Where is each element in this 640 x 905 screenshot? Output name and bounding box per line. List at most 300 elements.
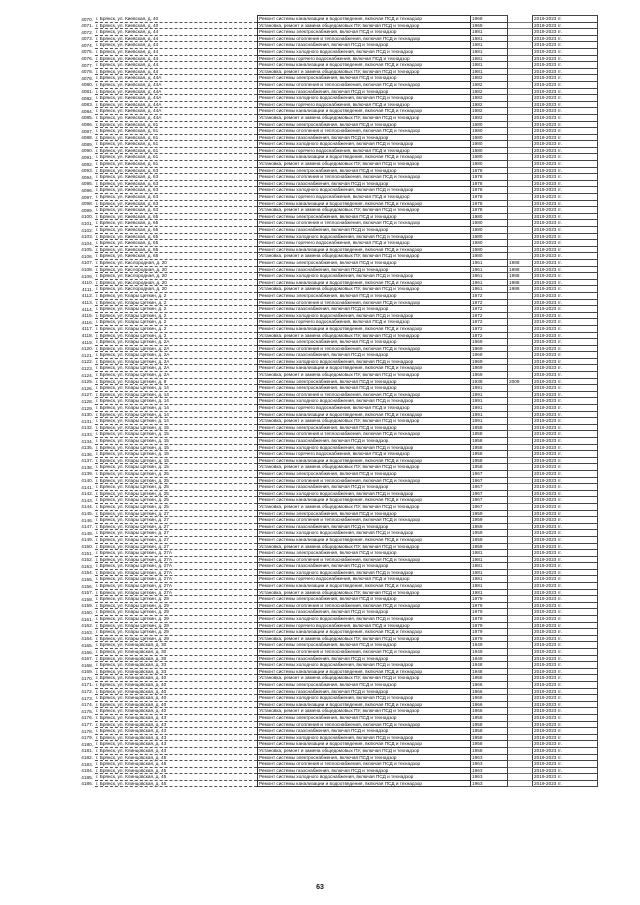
row-number: 4083. (81, 102, 93, 108)
table-row (74, 569, 598, 576)
address-cell: г. Брянск, ул. Киевская, д. 65 (95, 227, 258, 234)
address-cell: г. Брянск, ул. Киевская, д. 65 (95, 233, 258, 240)
work-type-cell: Ремонт системы электроснабжения, включая ПСД и технадзор (258, 29, 471, 36)
table-row (74, 319, 598, 326)
address-cell: г. Брянск, ул. Клары Цеткин, д. 25 (95, 503, 258, 510)
period-cell: 2019-2023 гг. (533, 510, 598, 517)
work-type-cell: Ремонт системы отопления и теплоснабжения, включая ПСД и технадзор (258, 220, 471, 227)
period-cell: 2019-2023 гг. (533, 405, 598, 412)
period-cell: 2019-2023 гг. (533, 266, 598, 273)
year-cell: 1981 (471, 55, 508, 62)
year-cell: 1981 (471, 35, 508, 42)
year-cell: 1967 (471, 503, 508, 510)
year-cell: 1980 (471, 154, 508, 161)
address-cell: г. Брянск, ул. Клары Цеткин, д. 15 (95, 457, 258, 464)
period-cell: 2019-2023 гг. (533, 563, 598, 570)
period-cell: 2019-2023 гг. (533, 741, 598, 748)
year-renovated-cell (508, 695, 533, 702)
address-cell: г. Брянск, ул. Клары Цеткин, д. 25 (95, 477, 258, 484)
year-cell: 1938 (471, 378, 508, 385)
year-cell: 1979 (471, 629, 508, 636)
year-cell: 1963 (471, 780, 508, 787)
table-row (74, 398, 598, 405)
year-renovated-cell (508, 174, 533, 181)
address-cell: г. Брянск, ул. Киевская, д. 44А (95, 81, 258, 88)
year-renovated-cell: 1988 (508, 266, 533, 273)
table-row (74, 299, 598, 306)
table-row (74, 695, 598, 702)
period-cell: 2019-2023 гг. (533, 536, 598, 543)
work-type-cell: Ремонт системы горячего водоснабжения, включая ПСД и технадзор (258, 194, 471, 201)
table-row (74, 616, 598, 623)
address-cell: г. Брянск, ул. Клары Цеткин, д. 29 (95, 602, 258, 609)
address-cell: г. Брянск, ул. Киевская, д. 61 (95, 161, 258, 168)
table-row (74, 444, 598, 451)
year-renovated-cell (508, 728, 533, 735)
table-row (74, 418, 598, 425)
work-type-cell: Установка, ремонт и замена общедомовых ПУ, включая ПСД и технадзор (258, 543, 471, 550)
address-cell: г. Брянск, ул. Киевская, д. 44 (95, 55, 258, 62)
row-number: 4117. (81, 326, 93, 332)
address-cell: г. Брянск, ул. Киевская, д. 44 (95, 35, 258, 42)
year-renovated-cell (508, 780, 533, 787)
address-cell: г. Брянск, ул. Клары Цеткин, д. 27А (95, 550, 258, 557)
period-cell: 2019-2023 гг. (533, 602, 598, 609)
row-number: 4071. (81, 23, 93, 29)
year-cell: 1980 (471, 233, 508, 240)
row-number: 4150. (81, 544, 93, 549)
table-row (74, 609, 598, 616)
year-cell: 1948 (471, 662, 508, 669)
address-cell: г. Брянск, ул. Клинцовская, д. 30 (95, 649, 258, 656)
work-type-cell: Установка, ремонт и замена общедомовых ПУ, включая ПСД и технадзор (258, 675, 471, 682)
work-type-cell: Ремонт системы электроснабжения, включая ПСД и технадзор (258, 213, 471, 220)
work-type-cell: Ремонт системы электроснабжения, включая ПСД и технадзор (258, 550, 471, 557)
period-cell: 2019-2023 гг. (533, 576, 598, 583)
period-cell: 2019-2023 гг. (533, 154, 598, 161)
address-cell: г. Брянск, ул. Киевская, д. 63 (95, 194, 258, 201)
row-number: 4146. (81, 517, 93, 523)
year-renovated-cell (508, 576, 533, 583)
address-cell: г. Брянск, ул. Киевская, д. 61 (95, 154, 258, 161)
row-number: 4076. (81, 56, 93, 62)
work-type-cell: Ремонт системы отопления и теплоснабжения, включая ПСД и технадзор (258, 721, 471, 728)
row-number: 4161. (81, 616, 93, 622)
table-row (74, 688, 598, 695)
year-renovated-cell (508, 147, 533, 154)
row-number: 4180. (81, 741, 93, 747)
period-cell: 2019-2023 гг. (533, 101, 598, 108)
address-cell: г. Брянск, ул. Клары Цеткин, д. 2 (95, 312, 258, 319)
period-cell: 2019-2023 гг. (533, 365, 598, 372)
address-cell: г. Брянск, ул. Кислородная, д. 20 (95, 279, 258, 286)
row-number: 4134. (81, 438, 93, 444)
table-row (74, 266, 598, 273)
work-type-cell: Установка, ремонт и замена общедомовых ПУ, включая ПСД и технадзор (258, 503, 471, 510)
table-row (74, 240, 598, 247)
row-number: 4085. (81, 115, 93, 121)
year-renovated-cell (508, 299, 533, 306)
period-cell: 2019-2023 гг. (533, 609, 598, 616)
period-cell: 2019-2023 гг. (533, 701, 598, 708)
row-number: 4182. (81, 755, 93, 760)
period-cell: 2019-2023 гг. (533, 668, 598, 675)
year-cell: 1961 (471, 286, 508, 293)
year-cell: 1966 (471, 675, 508, 682)
year-cell: 1959 (471, 530, 508, 537)
table-row (74, 457, 598, 464)
work-type-cell: Ремонт системы электроснабжения, включая ПСД и технадзор (258, 385, 471, 392)
row-number: 4160. (81, 609, 93, 615)
work-type-cell: Установка, ремонт и замена общедомовых ПУ, включая ПСД и технадзор (258, 332, 471, 339)
address-cell: г. Брянск, ул. Клары Цеткин, д. 8 (95, 378, 258, 385)
period-cell: 2019-2023 гг. (533, 642, 598, 649)
address-cell: г. Брянск, ул. Клары Цеткин, д. 27 (95, 530, 258, 537)
address-cell: г. Брянск, ул. Клары Цеткин, д. 14 (95, 411, 258, 418)
year-cell: 1958 (471, 451, 508, 458)
row-number: 4139. (81, 471, 93, 477)
row-number: 4114. (81, 306, 93, 312)
row-number: 4112. (81, 293, 93, 299)
period-cell: 2019-2023 гг. (533, 147, 598, 154)
row-number: 4155. (81, 576, 93, 582)
work-type-cell: Ремонт системы горячего водоснабжения, включая ПСД и технадзор (258, 55, 471, 62)
year-cell: 1958 (471, 728, 508, 735)
row-number: 4127. (81, 392, 93, 398)
repair-schedule-table (74, 15, 598, 787)
year-renovated-cell (508, 194, 533, 201)
period-cell: 2019-2023 гг. (533, 411, 598, 418)
year-cell: 1961 (471, 273, 508, 280)
year-cell: 1959 (471, 543, 508, 550)
address-cell: г. Брянск, ул. Клинцовская, д. 40 (95, 701, 258, 708)
table-row (74, 411, 598, 418)
period-cell: 2019-2023 гг. (533, 385, 598, 392)
row-number: 4091. (81, 154, 93, 160)
work-type-cell: Ремонт системы отопления и теплоснабжения, включая ПСД и технадзор (258, 391, 471, 398)
table-row (74, 721, 598, 728)
work-type-cell: Установка, ремонт и замена общедомовых ПУ, включая ПСД и технадзор (258, 589, 471, 596)
table-row (74, 233, 598, 240)
address-cell: г. Брянск, ул. Клары Цеткин, д. 15 (95, 431, 258, 438)
table-row (74, 200, 598, 207)
year-renovated-cell (508, 424, 533, 431)
table-row (74, 530, 598, 537)
period-cell: 2019-2023 гг. (533, 391, 598, 398)
address-cell: г. Брянск, ул. Киевская, д. 44А (95, 101, 258, 108)
year-cell: 1991 (471, 418, 508, 425)
address-cell: г. Брянск, ул. Клинцовская, д. 45 (95, 754, 258, 761)
year-renovated-cell (508, 22, 533, 29)
work-type-cell: Ремонт системы электроснабжения, включая ПСД и технадзор (258, 167, 471, 174)
period-cell: 2019-2023 гг. (533, 29, 598, 36)
address-cell: г. Брянск, ул. Клары Цеткин, д. 27А (95, 569, 258, 576)
year-renovated-cell (508, 767, 533, 774)
year-renovated-cell (508, 358, 533, 365)
year-renovated-cell (508, 510, 533, 517)
period-cell: 2019-2023 гг. (533, 497, 598, 504)
address-cell: г. Брянск, ул. Клары Цеткин, д. 27А (95, 556, 258, 563)
work-type-cell: Ремонт системы горячего водоснабжения, включая ПСД и технадзор (258, 405, 471, 412)
period-cell: 2019-2023 гг. (533, 424, 598, 431)
year-renovated-cell (508, 589, 533, 596)
work-type-cell: Ремонт системы холодного водоснабжения, включая ПСД и технадзор (258, 233, 471, 240)
address-cell: г. Брянск, ул. Киевская, д. 44 (95, 68, 258, 75)
work-type-cell: Ремонт системы канализации и водоотведения, включая ПСД и технадзор (258, 497, 471, 504)
work-type-cell: Ремонт системы отопления и теплоснабжения, включая ПСД и технадзор (258, 128, 471, 135)
work-type-cell: Ремонт системы электроснабжения, включая ПСД и технадзор (258, 424, 471, 431)
period-cell: 2019-2023 гг. (533, 418, 598, 425)
period-cell: 2019-2023 гг. (533, 490, 598, 497)
year-cell: 1979 (471, 635, 508, 642)
year-renovated-cell (508, 352, 533, 359)
address-cell: г. Брянск, ул. Клары Цеткин, д. 29 (95, 629, 258, 636)
year-cell: 1982 (471, 101, 508, 108)
year-renovated-cell (508, 128, 533, 135)
year-cell: 1980 (471, 227, 508, 234)
period-cell: 2019-2023 гг. (533, 662, 598, 669)
table-row (74, 642, 598, 649)
table-row (74, 655, 598, 662)
work-type-cell: Ремонт системы холодного водоснабжения, включая ПСД и технадзор (258, 734, 471, 741)
table-row (74, 220, 598, 227)
year-cell: 1967 (471, 470, 508, 477)
row-number: 4159. (81, 603, 93, 609)
year-cell: 1958 (471, 424, 508, 431)
work-type-cell: Ремонт системы отопления и теплоснабжения, включая ПСД и технадзор (258, 174, 471, 181)
period-cell: 2019-2023 гг. (533, 108, 598, 115)
row-number: 4107. (81, 260, 93, 266)
table-row (74, 503, 598, 510)
address-cell: г. Брянск, ул. Клары Цеткин, д. 27А (95, 589, 258, 596)
period-cell: 2019-2023 гг. (533, 774, 598, 781)
row-number: 4113. (81, 300, 93, 306)
table-row (74, 596, 598, 603)
period-cell: 2019-2023 гг. (533, 220, 598, 227)
address-cell: г. Брянск, ул. Киевская, д. 44А (95, 75, 258, 82)
table-row (74, 88, 598, 95)
period-cell: 2019-2023 гг. (533, 253, 598, 260)
row-number: 4121. (81, 352, 93, 358)
period-cell: 2019-2023 гг. (533, 761, 598, 768)
year-cell: 1963 (471, 767, 508, 774)
row-number: 4081. (81, 89, 93, 95)
work-type-cell: Ремонт системы холодного водоснабжения, включая ПСД и технадзор (258, 48, 471, 55)
year-cell: 1958 (471, 444, 508, 451)
year-cell: 1948 (471, 668, 508, 675)
year-cell: 1949 (471, 649, 508, 656)
table-row (74, 279, 598, 286)
year-cell: 1981 (471, 583, 508, 590)
year-cell: 1979 (471, 622, 508, 629)
year-cell: 1958 (471, 721, 508, 728)
row-number: 4078. (81, 69, 93, 75)
year-renovated-cell (508, 543, 533, 550)
row-number: 4184. (81, 768, 93, 774)
address-cell: г. Брянск, ул. Клары Цеткин, д. 29 (95, 609, 258, 616)
row-number: 4172. (81, 689, 93, 695)
work-type-cell: Ремонт системы канализации и водоотведения, включая ПСД и технадзор (258, 629, 471, 636)
row-number: 4176. (81, 715, 93, 721)
period-cell: 2019-2023 гг. (533, 543, 598, 550)
period-cell: 2019-2023 гг. (533, 75, 598, 82)
work-type-cell: Ремонт системы отопления и теплоснабжения, включая ПСД и технадзор (258, 649, 471, 656)
year-cell: 1978 (471, 187, 508, 194)
period-cell: 2019-2023 гг. (533, 695, 598, 702)
year-renovated-cell (508, 220, 533, 227)
table-row (74, 161, 598, 168)
work-type-cell: Ремонт системы отопления и теплоснабжения, включая ПСД и технадзор (258, 345, 471, 352)
period-cell: 2019-2023 гг. (533, 42, 598, 49)
work-type-cell: Ремонт системы канализации и водоотведения, включая ПСД и технадзор (258, 668, 471, 675)
address-cell: г. Брянск, ул. Киевская, д. 65 (95, 246, 258, 253)
table-row (74, 543, 598, 550)
row-number: 4141. (81, 484, 93, 490)
year-renovated-cell (508, 227, 533, 234)
address-cell: г. Брянск, ул. Клары Цеткин, д. 27А (95, 583, 258, 590)
period-cell: 2019-2023 гг. (533, 121, 598, 128)
work-type-cell: Ремонт системы холодного водоснабжения, включая ПСД и технадзор (258, 141, 471, 148)
work-type-cell: Ремонт системы канализации и водоотведения, включая ПСД и технадзор (258, 365, 471, 372)
table-row (74, 95, 598, 102)
address-cell: г. Брянск, ул. Киевская, д. 44 (95, 29, 258, 36)
year-cell: 1967 (471, 484, 508, 491)
work-type-cell: Установка, ремонт и замена общедомовых ПУ, включая ПСД и технадзор (258, 68, 471, 75)
row-number: 4100. (81, 214, 93, 220)
year-renovated-cell (508, 741, 533, 748)
year-renovated-cell (508, 714, 533, 721)
table-row (74, 352, 598, 359)
address-cell: г. Брянск, ул. Клары Цеткин, д. 15 (95, 444, 258, 451)
row-number: 4109. (81, 273, 93, 279)
year-cell: 1978 (471, 174, 508, 181)
table-row (74, 451, 598, 458)
year-cell: 1978 (471, 200, 508, 207)
work-type-cell: Ремонт системы газоснабжения, включая ПСД и технадзор (258, 728, 471, 735)
year-cell: 1958 (471, 464, 508, 471)
year-renovated-cell (508, 154, 533, 161)
year-cell: 1981 (471, 576, 508, 583)
address-cell: г. Брянск, ул. Клары Цеткин, д. 2А (95, 358, 258, 365)
period-cell: 2019-2023 гг. (533, 358, 598, 365)
table-row (74, 332, 598, 339)
year-cell: 1972 (471, 332, 508, 339)
address-cell: г. Брянск, ул. Клары Цеткин, д. 14 (95, 391, 258, 398)
table-row (74, 207, 598, 214)
row-number: 4186. (81, 781, 93, 787)
work-type-cell: Установка, ремонт и замена общедомовых ПУ, включая ПСД и технадзор (258, 207, 471, 214)
address-cell: г. Брянск, ул. Киевская, д. 63 (95, 207, 258, 214)
year-renovated-cell (508, 747, 533, 754)
year-renovated-cell: 1988 (508, 273, 533, 280)
year-cell: 1981 (471, 563, 508, 570)
work-type-cell: Ремонт системы отопления и теплоснабжения, включая ПСД и технадзор (258, 602, 471, 609)
address-cell: г. Брянск, ул. Киевская, д. 65 (95, 213, 258, 220)
table-row (74, 42, 598, 49)
year-cell: 1978 (471, 194, 508, 201)
period-cell: 2019-2023 гг. (533, 451, 598, 458)
year-cell: 1972 (471, 306, 508, 313)
year-cell: 1969 (471, 372, 508, 379)
year-cell: 1982 (471, 88, 508, 95)
period-cell: 2019-2023 гг. (533, 398, 598, 405)
row-number: 4149. (81, 537, 93, 543)
period-cell: 2019-2023 гг. (533, 35, 598, 42)
period-cell: 2019-2023 гг. (533, 279, 598, 286)
row-number: 4137. (81, 458, 93, 464)
address-cell: г. Брянск, ул. Киевская, д. 40 (95, 22, 258, 29)
year-cell: 1966 (471, 701, 508, 708)
period-cell: 2019-2023 гг. (533, 734, 598, 741)
work-type-cell: Ремонт системы горячего водоснабжения, включая ПСД и технадзор (258, 451, 471, 458)
table-row (74, 629, 598, 636)
year-renovated-cell (508, 292, 533, 299)
row-number: 4122. (81, 359, 93, 365)
year-cell: 1963 (471, 774, 508, 781)
year-renovated-cell: 1988 (508, 286, 533, 293)
year-renovated-cell (508, 536, 533, 543)
year-renovated-cell (508, 635, 533, 642)
year-cell: 1959 (471, 517, 508, 524)
address-cell: г. Брянск, ул. Клары Цеткин, д. 2А (95, 352, 258, 359)
work-type-cell: Ремонт системы холодного водоснабжения, включая ПСД и технадзор (258, 358, 471, 365)
address-cell: г. Брянск, ул. Клары Цеткин, д. 14 (95, 398, 258, 405)
work-type-cell: Ремонт системы отопления и теплоснабжения, включая ПСД и технадзор (258, 81, 471, 88)
period-cell: 2019-2023 гг. (533, 780, 598, 787)
address-cell: г. Брянск, ул. Киевская, д. 61 (95, 121, 258, 128)
work-type-cell: Ремонт системы канализации и водоотведения, включая ПСД и технадзор (258, 536, 471, 543)
address-cell: г. Брянск, ул. Клары Цеткин, д. 27 (95, 517, 258, 524)
year-cell: 1966 (471, 681, 508, 688)
row-number: 4098. (81, 201, 93, 207)
work-type-cell: Ремонт системы горячего водоснабжения, включая ПСД и технадзор (258, 101, 471, 108)
year-renovated-cell (508, 167, 533, 174)
work-type-cell: Ремонт системы электроснабжения, включая ПСД и технадзор (258, 339, 471, 346)
period-cell: 2019-2023 гг. (533, 681, 598, 688)
year-renovated-cell (508, 405, 533, 412)
row-number: 4126. (81, 385, 93, 391)
period-cell: 2019-2023 гг. (533, 503, 598, 510)
period-cell: 2019-2023 гг. (533, 589, 598, 596)
row-number: 4171. (81, 682, 93, 688)
period-cell: 2019-2023 гг. (533, 16, 598, 23)
row-number: 4118. (81, 333, 93, 338)
work-type-cell: Ремонт системы газоснабжения, включая ПСД и технадзор (258, 88, 471, 95)
year-renovated-cell (508, 306, 533, 313)
year-renovated-cell (508, 497, 533, 504)
row-number: 4115. (81, 313, 93, 319)
row-number: 4108. (81, 267, 93, 273)
row-number: 4151. (81, 550, 93, 556)
year-renovated-cell (508, 563, 533, 570)
year-renovated-cell (508, 616, 533, 623)
table-row (74, 477, 598, 484)
period-cell: 2019-2023 гг. (533, 431, 598, 438)
period-cell: 2019-2023 гг. (533, 517, 598, 524)
address-cell: г. Брянск, ул. Клары Цеткин, д. 25 (95, 497, 258, 504)
address-cell: г. Брянск, ул. Клары Цеткин, д. 2 (95, 292, 258, 299)
year-cell: 1981 (471, 68, 508, 75)
row-number: 4138. (81, 464, 93, 470)
table-row (74, 649, 598, 656)
address-cell: г. Брянск, ул. Клары Цеткин, д. 29 (95, 596, 258, 603)
table-row (74, 747, 598, 754)
period-cell: 2019-2023 гг. (533, 464, 598, 471)
work-type-cell: Ремонт системы газоснабжения, включая ПСД и технадзор (258, 134, 471, 141)
year-renovated-cell (508, 29, 533, 36)
year-cell: 1949 (471, 655, 508, 662)
table-row (74, 114, 598, 121)
